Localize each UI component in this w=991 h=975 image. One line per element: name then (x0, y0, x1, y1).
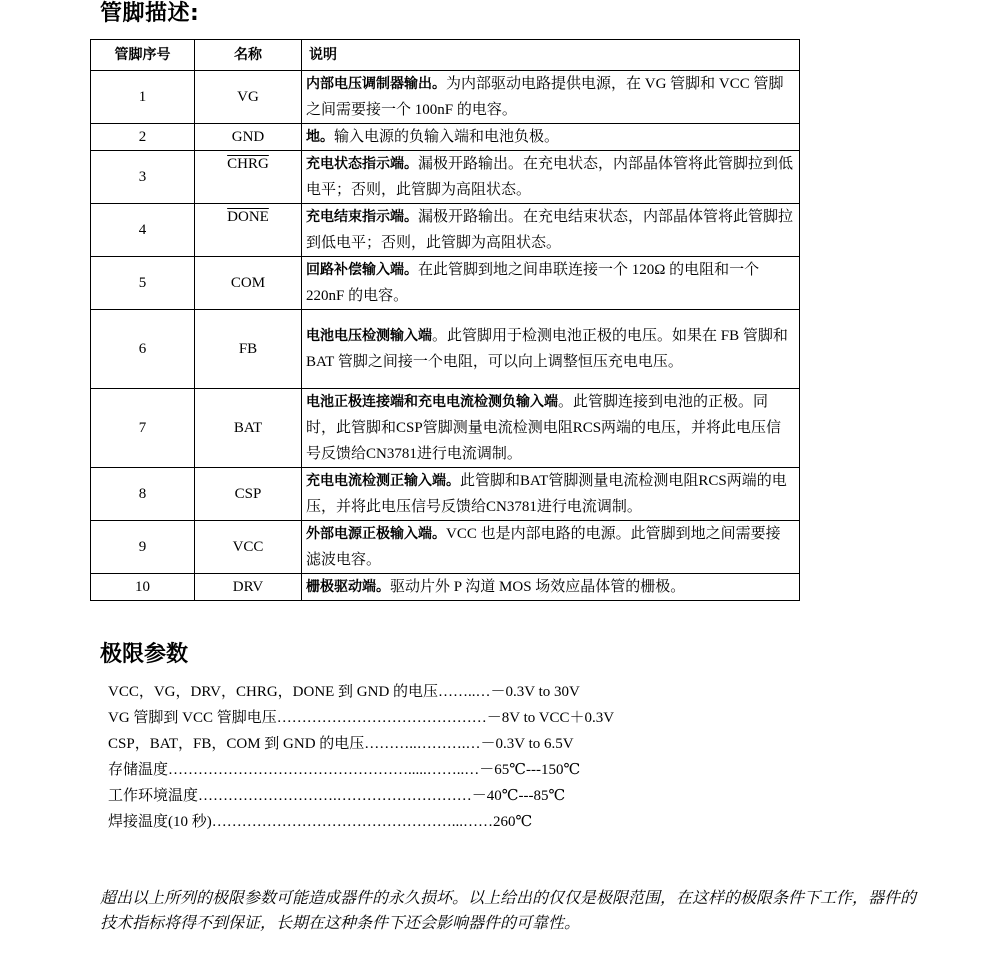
pin-table (90, 39, 800, 601)
pin-detail: 输入电源的负输入端和电池负极。 (334, 129, 560, 145)
pin-name: BAT (195, 389, 302, 468)
pin-number: 7 (91, 389, 195, 468)
limit-item: 存储温度………………………………………….....……..…－65℃---150℃ (108, 762, 581, 778)
pin-description-title: 管脚描述: (100, 1, 200, 26)
table-row (91, 71, 800, 124)
pin-function: 充电结束指示端。 (306, 209, 418, 225)
table-row (91, 124, 800, 151)
header-pin-number: 管脚序号 (91, 40, 195, 71)
pin-description (302, 521, 800, 574)
pin-number: 4 (91, 204, 195, 257)
pin-detail: 漏极开路输出。在充电结束状态，内部晶体管将此管脚拉到低电平；否则，此管脚为高阻状态。 (306, 209, 794, 251)
header-pin-name: 名称 (195, 40, 302, 71)
limit-item: CSP，BAT，FB，COM 到 GND 的电压………..……….…－0.3V to 6.5V (108, 736, 574, 752)
pin-name-overlined: DONE (227, 209, 269, 225)
table-row (91, 257, 800, 310)
pin-name: FB (195, 310, 302, 389)
pin-description (302, 151, 800, 204)
table-row (91, 310, 800, 389)
limits-title: 极限参数 (100, 642, 189, 667)
limit-item: 工作环境温度……………………….………………………－40℃---85℃ (108, 788, 566, 804)
pin-detail: 为内部驱动电路提供电源，在 VG 管脚和 VCC 管脚之间需要接一个 100nF 的电容。 (306, 76, 784, 118)
pin-function: 栅极驱动端。 (306, 579, 390, 595)
pin-function: 充电状态指示端。 (306, 156, 418, 172)
pin-name (195, 151, 302, 204)
pin-number: 1 (91, 71, 195, 124)
pin-detail: 在此管脚到地之间串联连接一个 120Ω 的电阻和一个 220nF 的电容。 (306, 262, 760, 304)
pin-function: 充电电流检测正输入端。 (306, 473, 460, 489)
pin-number: 5 (91, 257, 195, 310)
pin-function: 回路补偿输入端。 (306, 262, 418, 278)
pin-function: 内部电压调制器输出。 (306, 76, 446, 92)
pin-detail: VCC 也是内部电路的电源。此管脚到地之间需要接滤波电容。 (306, 526, 781, 568)
table-row (91, 389, 800, 468)
pin-number: 9 (91, 521, 195, 574)
pin-description (302, 204, 800, 257)
table-row (91, 574, 800, 601)
pin-function: 地。 (306, 129, 334, 145)
pin-number: 10 (91, 574, 195, 601)
limit-item: VCC，VG，DRV，CHRG，DONE 到 GND 的电压……..…－0.3V to 30V (108, 684, 580, 700)
table-header-row (91, 40, 800, 71)
pin-description (302, 310, 800, 389)
limit-item: 焊接温度(10 秒)…………………………………………...……260℃ (108, 814, 533, 830)
limits-list (108, 679, 614, 835)
pin-name: VCC (195, 521, 302, 574)
header-description: 说明 (302, 40, 800, 71)
table-row (91, 468, 800, 521)
pin-number: 2 (91, 124, 195, 151)
pin-function: 电池电压检测输入端 (306, 328, 432, 344)
pin-function: 电池正极连接端和充电电流检测负输入端 (306, 394, 558, 410)
table-row (91, 204, 800, 257)
pin-description (302, 468, 800, 521)
pin-detail: 。此管脚连接到电池的正极。同时，此管脚和CSP管脚测量电流检测电阻RCS两端的电压，并将此电压信号反馈给CN3781进行电流调制。 (306, 394, 782, 462)
pin-number: 6 (91, 310, 195, 389)
pin-name (195, 204, 302, 257)
pin-detail: 漏极开路输出。在充电状态，内部晶体管将此管脚拉到低电平；否则，此管脚为高阻状态。 (306, 156, 794, 198)
pin-function: 外部电源正极输入端。 (306, 526, 446, 542)
pin-number: 3 (91, 151, 195, 204)
table-row (91, 521, 800, 574)
table-row (91, 151, 800, 204)
pin-description (302, 124, 800, 151)
pin-description (302, 71, 800, 124)
pin-name: COM (195, 257, 302, 310)
pin-name: GND (195, 124, 302, 151)
pin-name: DRV (195, 574, 302, 601)
pin-detail: 驱动片外 P 沟道 MOS 场效应晶体管的栅极。 (390, 579, 686, 595)
pin-number: 8 (91, 468, 195, 521)
pin-description (302, 257, 800, 310)
pin-detail: 。此管脚用于检测电池正极的电压。如果在 FB 管脚和 BAT 管脚之间接一个电阻，可以向上调整恒压充电电压。 (306, 328, 788, 370)
pin-detail: 此管脚和BAT管脚测量电流检测电阻RCS两端的电压，并将此电压信号反馈给CN3781进行电流调制。 (306, 473, 787, 515)
pin-description (302, 389, 800, 468)
limit-item: VG 管脚到 VCC 管脚电压……………………………………－8V to VCC＋0.3V (108, 710, 615, 726)
pin-description (302, 574, 800, 601)
pin-name: CSP (195, 468, 302, 521)
pin-name: VG (195, 71, 302, 124)
limits-warning-note: 超出以上所列的极限参数可能造成器件的永久损坏。以上给出的仅仅是极限范围，在这样的极限条件下工作，器件的技术指标将得不到保证，长期在这种条件下还会影响器件的可靠性。 (100, 890, 917, 932)
pin-name-overlined: CHRG (227, 156, 269, 172)
